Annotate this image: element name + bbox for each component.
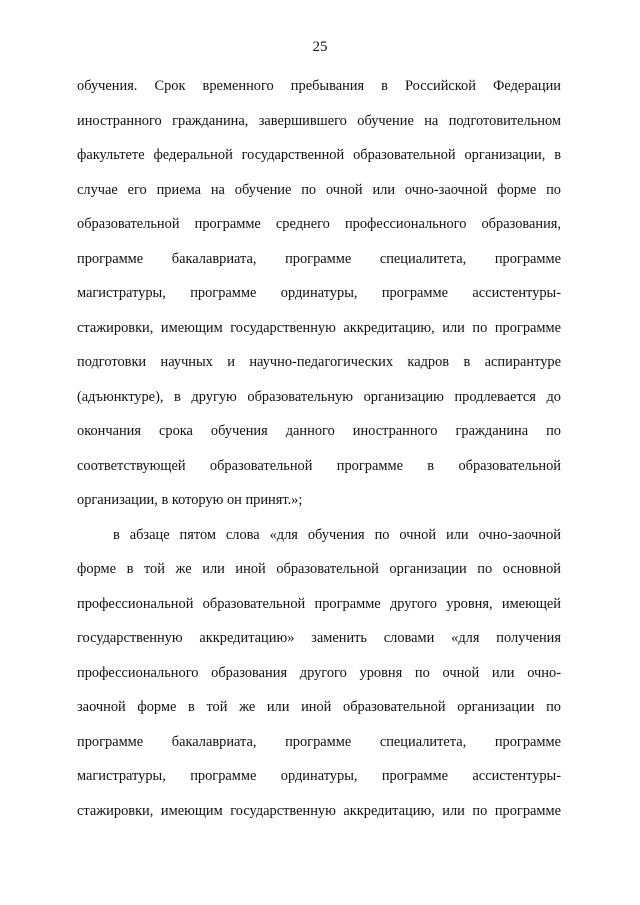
text-line: окончания срока обучения данного иностранного гражданина по bbox=[77, 423, 561, 439]
text-line: магистратуры, программе ординатуры, программе ассистентуры- bbox=[77, 768, 561, 784]
text-line: магистратуры, программе ординатуры, программе ассистентуры- bbox=[77, 285, 561, 301]
text-line: подготовки научных и научно-педагогических кадров в аспирантуре bbox=[77, 354, 561, 370]
text-line: государственную аккредитацию» заменить словами «для получения bbox=[77, 630, 561, 646]
text-line: образовательной программе среднего профессионального образования, bbox=[77, 216, 561, 232]
text-line: стажировки, имеющим государственную аккредитацию, или по программе bbox=[77, 802, 561, 819]
text-line: обучения. Срок временного пребывания в Российской Федерации bbox=[77, 78, 561, 94]
text-line: случае его приема на обучение по очной или очно-заочной форме по bbox=[77, 181, 561, 198]
body-text bbox=[77, 76, 561, 835]
text-line: (адъюнктуре), в другую образовательную организацию продлевается до bbox=[77, 388, 561, 405]
text-line: программе бакалавриата, программе специалитета, программе bbox=[77, 250, 561, 267]
page-number: 25 bbox=[312, 39, 328, 55]
text-line: программе бакалавриата, программе специалитета, программе bbox=[77, 733, 561, 750]
text-line: заочной форме в той же или иной образовательной организации по bbox=[77, 699, 561, 715]
text-line: соответствующей образовательной программе в образовательной bbox=[77, 457, 561, 474]
text-line: стажировки, имеющим государственную аккредитацию, или по программе bbox=[77, 319, 561, 336]
text-line: факультете федеральной государственной образовательной организации, в bbox=[77, 147, 561, 163]
text-line: профессионального образования другого уровня по очной или очно- bbox=[77, 664, 561, 681]
text-line-paragraph-start: в абзаце пятом слова «для обучения по очной или очно-заочной bbox=[113, 526, 561, 543]
text-line: форме в той же или иной образовательной организации по основной bbox=[77, 561, 561, 577]
text-line-paragraph-end: организации, в которую он принят.»; bbox=[77, 492, 303, 508]
text-line: профессиональной образовательной программе другого уровня, имеющей bbox=[77, 595, 561, 612]
text-line: иностранного гражданина, завершившего обучение на подготовительном bbox=[77, 112, 561, 129]
